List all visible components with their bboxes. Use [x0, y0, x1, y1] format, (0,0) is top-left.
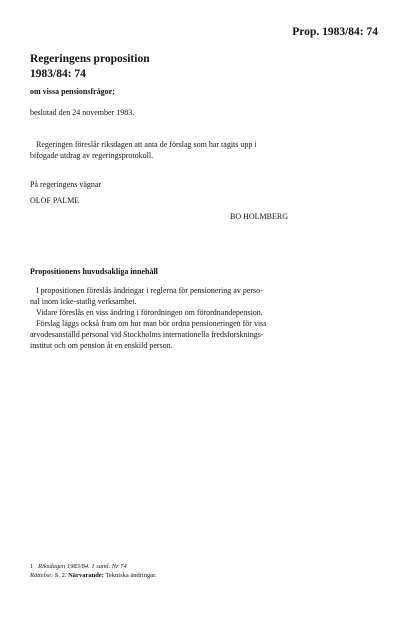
footnote-number: 1: [30, 563, 34, 570]
correction-text: Tekniska ändringar.: [105, 572, 157, 579]
summary-line: Vidare föreslås en viss ändring i förordningen om förordnandepension.: [36, 308, 263, 317]
summary-line: I propositionen föreslås ändringar i reglerna för pensionering av perso-: [36, 286, 263, 295]
correction-page: S. 2.: [54, 572, 67, 579]
minister-signature: BO HOLMBERG: [230, 212, 289, 221]
intro-line-1: Regeringen föreslår riksdagen att anta de förslag som har tagits upp i: [36, 140, 257, 149]
footnote-source: Riksdagen 1983/84. 1 saml. Nr 74: [38, 563, 127, 570]
intro-line-2: bifogade utdrag av regeringsprotokoll.: [30, 151, 154, 160]
intro-paragraph: [30, 139, 330, 161]
document-number: 1983/84: 74: [30, 68, 86, 80]
footnote: [30, 562, 157, 580]
summary-line: arvodesanställd personal vid Stockholms internationella fredsforsknings-: [30, 330, 264, 339]
decision-date: beslutad den 24 november 1983.: [30, 108, 135, 117]
on-behalf-text: På regeringens vägnar: [30, 180, 102, 189]
summary-line: institut och om pension åt en enskild person.: [30, 341, 173, 350]
prime-minister-signature: OLOF PALME: [30, 196, 80, 205]
summary-heading: Propositionens huvudsakliga innehåll: [30, 267, 158, 276]
summary-line: nal inom icke-statlig verksamhet.: [30, 297, 137, 306]
present-label: Närvarande:: [68, 572, 104, 579]
summary-body: [30, 285, 266, 351]
proposition-reference: Prop. 1983/84: 74: [292, 26, 378, 38]
summary-line: Förslag läggs också fram om hur man bör ordna pensioneringen för viss: [36, 319, 267, 328]
footnote-line-2: [30, 571, 157, 580]
document-title: Regeringens proposition: [30, 53, 150, 65]
document-subtitle: om vissa pensionsfrågor;: [30, 87, 115, 96]
footnote-line-1: [30, 562, 157, 571]
correction-label: Rättelse:: [30, 572, 54, 579]
